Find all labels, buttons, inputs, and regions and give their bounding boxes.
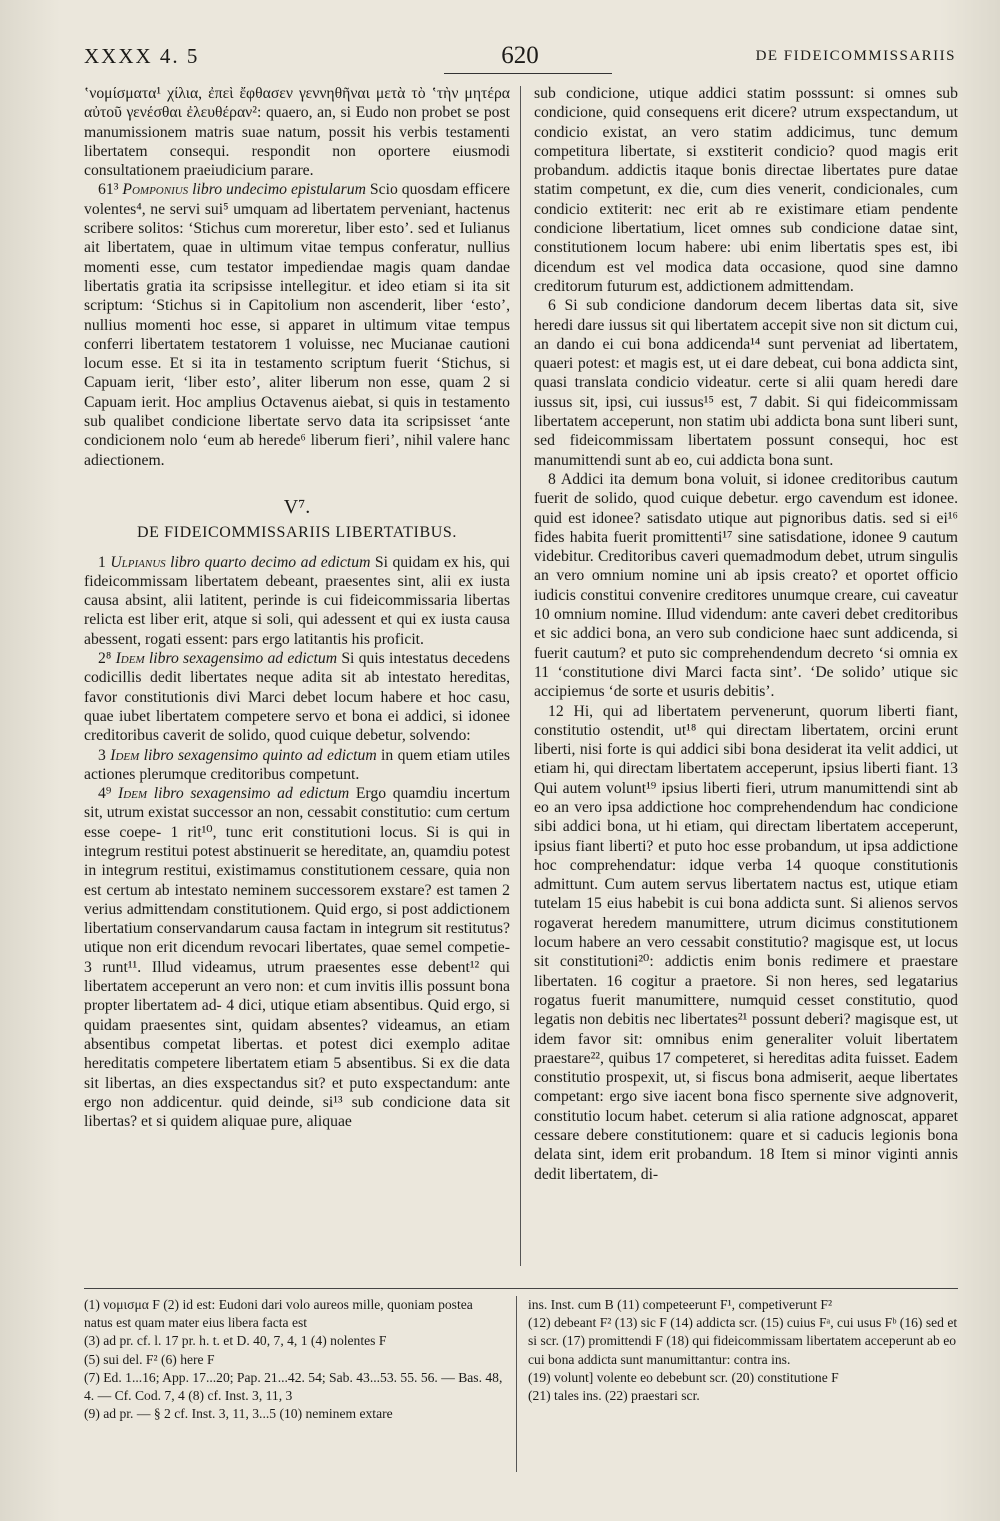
jurist-name: Pomponius — [122, 181, 189, 199]
paragraph-number: 2⁸ — [98, 650, 112, 668]
paragraph-number: 61³ — [98, 181, 119, 199]
paragraph-text: Si quis intestatus decedens codicillis dedit libertates neque adita sit ab intestato hereditas, favor constitutionis divi Marci debet locum habere et hoc casu, quae iubet libertatem competere servo et bona ei addici, si idonee creditoribus caverit de solido, quod cuique debetur, solvendo: — [84, 650, 511, 745]
footnote-line: (1) νομισμα F (2) id est: Eudoni dari volo aureos mille, quoniam postea natus est quam mater eius libera facta est — [84, 1297, 473, 1331]
footnote-divider — [516, 1296, 517, 1472]
footnotes-left — [84, 1296, 504, 1423]
footnote-line: (12) debeant F² (13) sic F (14) addicta scr. (15) cuius Fᵃ, cui usus Fᵇ (16) sed et si scr. (17) promittendi F (18) qui fideicommissam libertatem acceperunt ab eo cui bona addicta sunt manumittantur: contra ins. — [528, 1315, 958, 1367]
section-title: DE FIDEICOMMISSARIIS LIBERTATIBUS. — [137, 524, 457, 542]
footnote-line: (19) volunt] volente eo debebunt scr. (20) constitutione F — [528, 1369, 839, 1385]
paragraph-section-12-18: 12 Hi, qui ad libertatem pervenerunt, quorum liberti fiant, constitutio ostendit, ut¹⁸ qui directam libertatem, orcini erunt liberti, nisi forte is qui addici sibi bona desiderat ita velit addici, ut etiam hi, qui directam libertatem acceperunt, ipsius liberti fiant. 13 Qui autem volunt¹⁹ ipsius liberti fieri, utrum manumittendi sint ab eo an vero ipsa addictione hoc comprehendendum hac condicione sibi addici bona, ut hi etiam, qui directam libertatem acceperunt, ipsius fiant liberti? et puto hoc esse probandum, ut ipsa addictione hoc comprehendatur: idque verba 14 quoque constitutionis admittunt. Cum autem servus libertatem nactus est, utique etiam tutelam 15 eius habebit is cui bona addicta sunt. Si alienos servos rogaverat heredem manumittere, utrum dicimus constitutionem locum habere an vero cessabit constitutio? magisque est, ut locus sit constitutioni²⁰: addictis enim bonis redimere et praestare libertaten. 16 cogitur a praetore. Si non heres, sed legatarius rogatus fuerit manumittere, numquid cesset constitutio, quod legatis non debitis nec libertates²¹ possunt deberi? magisque est, ut idem favor sit: omnibus enim generaliter voluit libertatem praestare²², quibus 17 competeret, si hereditas adita fuisset. Eadem constitutio prospexit, ut, si fiscus bona admiserit, aeque libertates competant: ergo sive iacent bona fisco spernente sive adgnoverit, constitutio locum habet. ceterum si alia ratione adgnoscat, apparet cessare debere constitutionem: quare et si caducis legionis bona delata sint, idem erit probandum. 18 Item si minor viginti annis dedit libertatem, di- — [534, 702, 958, 1183]
right-column — [534, 84, 958, 1200]
footnote-line: (5) sui del. F² (6) here F — [84, 1351, 215, 1367]
paragraph-text: Scio quosdam efficere volentes⁴, ne servi sui⁵ umquam ad libertatem perveniant, hactenus scribere solitos: ‘Stichus cum moreretur, liber esto’. sed et Iulianus ait libertatem, quae in ultimum vitae tempus conferatur, nullius momenti esse, cum testator impediendae magis quam dandae libertatis gratia ita scripsisse intellegitur. et ideo etiam si ita sit scriptum: ‘Stichus si in Capitolium non ascenderit, liber ‘esto’, nullius momenti hoc esse, si apparet in ultimum vitae tempus conferri libertatem testatorem 1 voluisse, nec Mucianae cautioni locum esse. Et si ita in testamento scriptum fuerit ‘Stichus, si Capuam ierit, ‘liber esto’, aliter liberum non esse, quam 2 si Capuam ierit. Hoc amplius Octavenus aiebat, si quis in testamento sub qualibet condicione libertate servo data ita scripsisset ‘ante condicionem nolo ‘eum ab herede⁶ liberum fieri’, nihil valere hanc adiectionem. — [84, 181, 510, 469]
page-number: 620 — [501, 42, 539, 69]
paragraph-greek-quotation: ʽνομίσματα¹ χίλια, ἐπεὶ ἔφθασεν γεννηθῆναι μετὰ τὸ ʽτὴν μητέρα αὐτοῦ γενέσθαι ἐλευθέραν²: quaero, an, si Eudo non probet se post manumissionem matris suae natum, possit his verbis testamenti libertatem consequi. respondit non oportere eiusmodi consultationem praeiudicium parare. — [84, 85, 510, 180]
paragraph-idem-2 — [84, 649, 510, 745]
paragraph-text: in quem etiam utiles actiones plerumque creditoribus competunt. — [84, 746, 511, 783]
footnote-line: ins. Inst. cum B (11) competeerunt F¹, competiverunt F² — [528, 1297, 833, 1312]
footnote-line: (3) ad pr. cf. l. 17 pr. h. t. et D. 40, 7, 4, 1 (4) nolentes F — [84, 1333, 387, 1349]
paragraph-text: Si quidam ex his, qui fideicommissam libertatem debeant, praesentes sint, alii ex iusta causa absint, alii latitent, perinde is cui fideicommissaria libertas relicta est liber erit, atque si soli, qui adessent et qui ex iusta causa abessent, rogati essent: pars ergo latitantis his proficit. — [84, 553, 510, 648]
book-citation: libro sexagensimo ad edictum — [153, 785, 350, 803]
header-book-reference: XXXX 4. 5 — [84, 44, 200, 68]
running-header — [84, 42, 956, 76]
paragraph-idem-4 — [84, 784, 510, 1131]
header-title: DE FIDEICOMMISSARIIS — [755, 48, 956, 64]
paragraph-continuation: sub condicione, utique addici statim posssunt: si omnes sub condicione, quid consequens erit dicere? utrum exspectandum, ut condicio existat, an vero statim addicimus, tunc demum competitura libertate, si exstiterit condicio? quod magis erit probandum. addictis itaque bonis directae libertates pure datae statim competunt, ex die, cum dies venerit, condicionales, cum condicio extiterit: nec erit ab re existimare etiam pendente condicione libertatium, licet omnes sub condicione datae sint, constitutionem locum habere: ubi enim libertatis spes est, ibi dicendum est vel modica data occasione, quod sine damno creditorum futurum est, addictionem admittendam. — [534, 85, 958, 295]
paragraph-section-6-7: 6 Si sub condicione dandorum decem libertas data sit, sive heredi dare iussus sit qui libertatem accepit sive non sit dictum cui, an dando ei cui bona addicenda¹⁴ sunt perveniat ad libertatem, quaeri potest: et magis est, ut ei dare debeat, cui bona addicta sint, quasi translata condicio videatur. certe si alii quam heredi dare iussus sit, ipsi, cui iussus¹⁵ est, 7 dabit. Si qui fideicommissam libertatem acceperunt, non statim ubi addicta bona sunt liberi sunt, sed fideicommissam libertatem possunt consequi, hoc est manumittendi sunt ab eo, cui addicta bona sunt. — [534, 297, 958, 469]
paragraph-pomponius — [84, 180, 510, 469]
book-citation: libro undecimo epistularum — [192, 181, 366, 199]
paragraph-number: 3 — [98, 746, 106, 764]
book-citation: libro sexagensimo quinto ad edictum — [143, 746, 377, 764]
paragraph-number: 1 — [98, 553, 106, 571]
footnote-line: (9) ad pr. — § 2 cf. Inst. 3, 11, 3...5 (10) neminem extare — [84, 1406, 393, 1422]
paragraph-number: 4⁹ — [98, 785, 112, 803]
header-rule — [444, 73, 612, 74]
section-number: V⁷. — [283, 495, 311, 518]
jurist-name: Idem — [110, 746, 140, 764]
footnotes-right — [528, 1296, 958, 1405]
jurist-name: Idem — [118, 785, 148, 803]
paragraph-text: Ergo quamdiu incertum sit, utrum existat successor an non, cessabit constitutio: cum certum esse coepe- 1 rit¹⁰, tunc erit constitutioni locus. Si is qui in integrum restitui potest abstinuerit se hereditate, an, quamdiu potest in integrum restitui, existimamus constitutionem cessare, quia non est certum ab intestato neminem successorem exstare? est tamen 2 verius admittendam constitutionem. Quid ergo, si post addictionem libertatium conservandarum causa factam in integrum sit restitutus? utique non erit dicendum revocari libertates, quae semel competie- 3 runt¹¹. Illud videamus, utrum praesentes esse debent¹² qui libertatem acceperunt an vero non: et cum invitis illis possunt bona propter libertatem ad- 4 dici, utique etiam absentibus. Quid ergo, si quidam praesentes sint, quidam absentes? videamus, an etiam absentibus competat libertas. et potest dici exemplo aditae hereditatis competere libertatem etiam 5 absentibus. Si ex die data sit libertas, an dies exspectandus sit? et puto exspectandum: ante ergo non addicentur. quid deinde, si¹³ sub condicione data sit libertas? et si quidem aliquae pure, aliquae — [84, 785, 511, 1131]
footnote-rule — [84, 1288, 958, 1289]
paragraph-idem-3 — [84, 746, 510, 785]
book-citation: libro sexagensimo ad edictum — [148, 650, 338, 668]
left-column — [84, 84, 510, 1200]
paragraph-section-8-11: 8 Addici ita demum bona voluit, si idonee creditoribus cautum fuerit de solido, quod cuique debetur. ergo cavendum est idonee. quid est idonee? satisdato utique aut pignoribus datis. sed si ei¹⁶ fides habita fuerit promittenti¹⁷ sine satisdatione, idonee 9 cautum videbitur. Creditoribus caveri quemadmodum debet, utrum singulis an vero omnium nomine uni ab ipsis creato? et oportet officio iudicis constitui convenire creditores unumque creare, cui caveatur 10 omnium nomine. Illud videndum: ante caveri debet creditoribus et sic addici bona, an vero sub condicione haec sunt addicenda, si fuerit cautum? et puto sic comprehendendum decreto ‘si omnia ex 11 ‘constitutione divi Marci facta sint’. ‘De solido’ utique sic accipiemus ‘de sorte et usuris debitis’. — [534, 470, 958, 701]
jurist-name: Ulpianus — [110, 553, 166, 571]
footnote-line: (7) Ed. 1...16; App. 17...20; Pap. 21...42. 54; Sab. 43...53. 55. 56. — Bas. 48, 4. — Cf. Cod. 7, 4 (8) cf. Inst. 3, 11, 3 — [84, 1369, 503, 1404]
jurist-name: Idem — [115, 650, 145, 668]
footnote-line: (21) tales ins. (22) praestari scr. — [528, 1388, 700, 1404]
column-divider — [520, 86, 521, 1266]
book-citation: libro quarto decimo ad edictum — [170, 553, 371, 571]
paragraph-ulpianus — [84, 553, 510, 649]
